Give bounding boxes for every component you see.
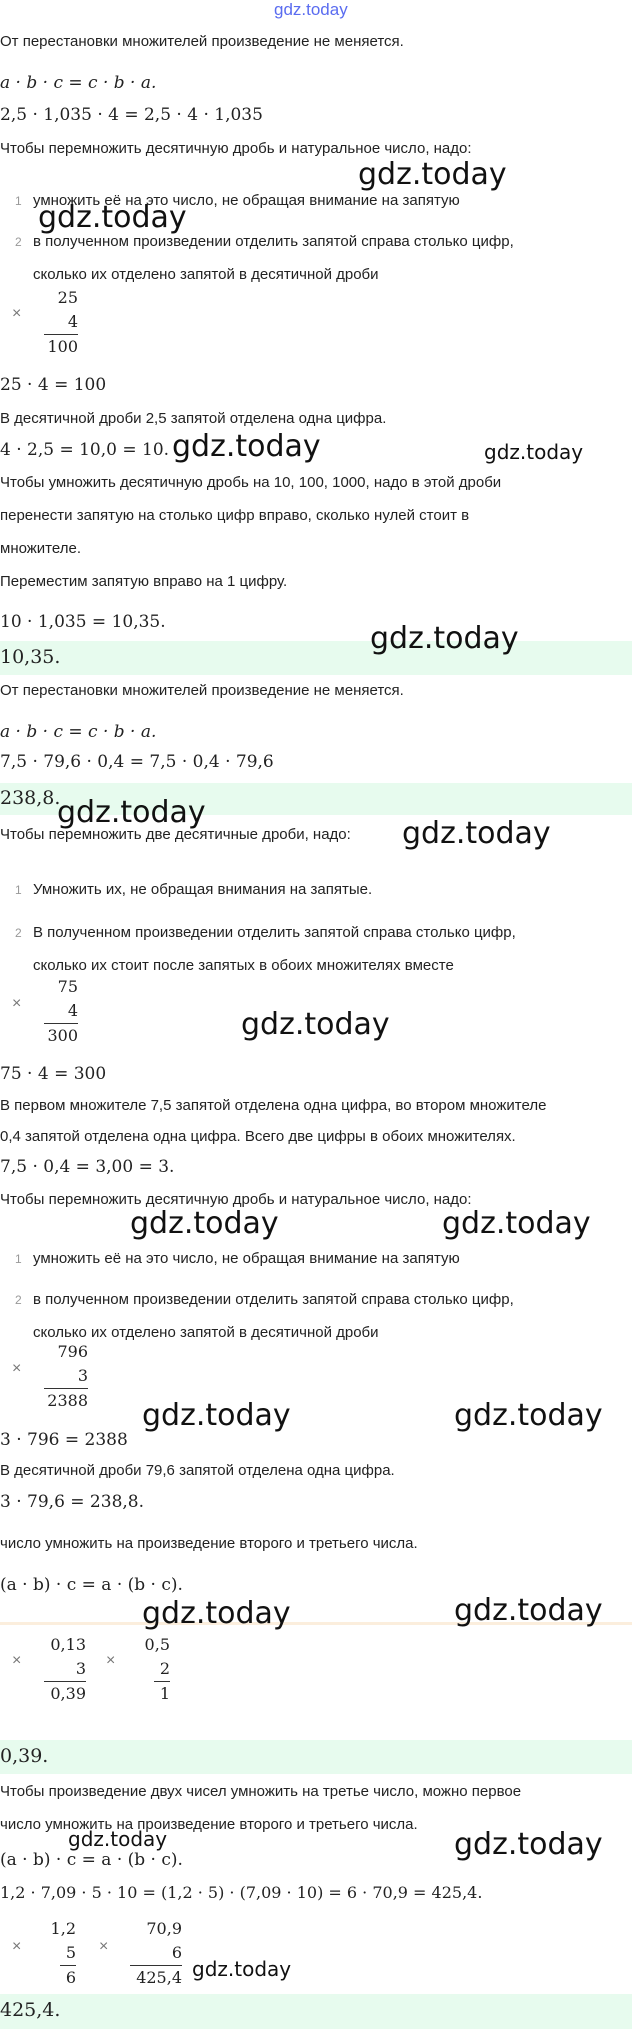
s2-answer: 238,8. xyxy=(0,787,61,809)
s1-col-sign: × xyxy=(12,305,22,322)
s3-step1-number: 1 xyxy=(15,883,22,897)
s3-step2-cont: сколько их стоит после запятых в обоих множителях вместе xyxy=(33,957,454,974)
s3-step2-text: В полученном произведении отделить запятой справа столько цифр, xyxy=(33,924,516,941)
s1-rule10-l3: множителе. xyxy=(0,540,81,557)
s5-col1-sign: × xyxy=(12,1652,22,1669)
s6-column-mult-2 xyxy=(128,1919,182,1991)
s5-column-mult-1 xyxy=(40,1635,86,1707)
s5-col1-res: 0,39 xyxy=(50,1684,86,1703)
s3-col-b: 4 xyxy=(67,1001,78,1020)
s6-l1: Чтобы произведение двух чисел умножить на третье число, можно первое xyxy=(0,1783,522,1800)
watermark: gdz.today xyxy=(358,157,507,192)
s3-eq2: 7,5 · 0,4 = 3,00 = 3. xyxy=(0,1157,175,1177)
s1-intro: Чтобы перемножить десятичную дробь и натуральное число, надо: xyxy=(0,140,472,157)
s2-example: 7,5 · 79,6 · 0,4 = 7,5 · 0,4 · 79,6 xyxy=(0,752,274,772)
s1-shift: Переместим запятую вправо на 1 цифру. xyxy=(0,573,288,590)
s3-col-a: 75 xyxy=(57,977,78,996)
watermark: gdz.today xyxy=(442,1206,591,1241)
s6-col2-res: 425,4 xyxy=(136,1968,182,1987)
s4-eq2: 3 · 79,6 = 238,8. xyxy=(0,1492,145,1512)
s1-col-a: 25 xyxy=(57,288,78,307)
watermark: gdz.today xyxy=(130,1206,279,1241)
s1-eq1: 25 · 4 = 100 xyxy=(0,375,107,395)
watermark: gdz.today xyxy=(142,1398,291,1433)
s6-col2-sign: × xyxy=(99,1938,109,1955)
s4-eq1: 3 · 796 = 2388 xyxy=(0,1430,128,1450)
header-watermark: gdz.today xyxy=(274,0,348,19)
s1-formula: a · b · c = c · b · a. xyxy=(0,73,157,93)
s1-answer: 10,35. xyxy=(0,646,61,668)
s3-eq1: 75 · 4 = 300 xyxy=(0,1064,107,1084)
watermark: gdz.today xyxy=(57,795,206,830)
s5-col1-a: 0,13 xyxy=(50,1635,86,1654)
s3-step1-text: Умножить их, не обращая внимания на запятые. xyxy=(33,881,373,898)
watermark: gdz.today xyxy=(241,1007,390,1042)
answer-band-1 xyxy=(0,641,632,675)
s1-step2-cont: сколько их отделено запятой в десятичной дроби xyxy=(33,266,379,283)
s6-answer: 425,4. xyxy=(0,1999,61,2021)
watermark: gdz.today xyxy=(454,1398,603,1433)
s5-column-mult-2 xyxy=(132,1635,170,1707)
s2-rule: От перестановки множителей произведение не меняется. xyxy=(0,682,404,699)
s6-col1-b: 5 xyxy=(65,1943,76,1962)
s4-step2-cont: сколько их отделено запятой в десятичной дроби xyxy=(33,1324,379,1341)
s4-intro: Чтобы перемножить десятичную дробь и натуральное число, надо: xyxy=(0,1191,472,1208)
s4-col-a: 796 xyxy=(57,1342,88,1361)
s5-col1-b: 3 xyxy=(75,1659,86,1678)
s4-col-b: 3 xyxy=(77,1366,88,1385)
s1-column-mult xyxy=(40,288,78,360)
watermark: gdz.today xyxy=(370,621,519,656)
s3-col-sign: × xyxy=(12,995,22,1012)
s2-formula: a · b · c = c · b · a. xyxy=(0,722,157,742)
watermark: gdz.today xyxy=(454,1827,603,1862)
s4-step1-text: умножить её на это число, не обращая внимание на запятую xyxy=(33,1250,460,1267)
s5-col2-b: 2 xyxy=(159,1659,170,1678)
s4-col-sign: × xyxy=(12,1360,22,1377)
s5-col2-a: 0,5 xyxy=(144,1635,170,1654)
watermark: gdz.today xyxy=(172,429,321,464)
s1-col-b: 4 xyxy=(67,312,78,331)
watermark: gdz.today xyxy=(454,1593,603,1628)
s5-col2-sign: × xyxy=(106,1652,116,1669)
watermark: gdz.today xyxy=(192,1957,292,1981)
s6-l2: число умножить на произведение второго и третьего числа. xyxy=(0,1816,418,1833)
watermark: gdz.today xyxy=(68,1827,168,1851)
s5-text: число умножить на произведение второго и третьего числа. xyxy=(0,1535,418,1552)
watermark: gdz.today xyxy=(38,200,187,235)
s4-step2-text: в полученном произведении отделить запятой справа столько цифр, xyxy=(33,1291,514,1308)
s6-col2-a: 70,9 xyxy=(146,1919,182,1938)
s3-column-mult xyxy=(40,977,78,1049)
s5-formula: (a · b) · c = a · (b · c). xyxy=(0,1575,183,1595)
s4-column-mult xyxy=(40,1342,88,1414)
s6-col1-res: 6 xyxy=(65,1968,76,1987)
s4-col-res: 2388 xyxy=(47,1391,88,1410)
s6-col1-a: 1,2 xyxy=(50,1919,76,1938)
s4-note: В десятичной дроби 79,6 запятой отделена одна цифра. xyxy=(0,1462,395,1479)
s5-answer: 0,39. xyxy=(0,1745,49,1767)
s1-step1-text: умножить её на это число, не обращая внимание на запятую xyxy=(33,192,460,209)
s4-step1-number: 1 xyxy=(15,1252,22,1266)
watermark: gdz.today xyxy=(484,440,584,464)
s6-col2-b: 6 xyxy=(171,1943,182,1962)
s6-column-mult-1 xyxy=(40,1919,76,1991)
s1-rule: От перестановки множителей произведение не меняется. xyxy=(0,33,404,50)
s1-step2-number: 2 xyxy=(15,235,22,249)
s1-eq2: 4 · 2,5 = 10,0 = 10. xyxy=(0,440,170,460)
s3-note-l2: 0,4 запятой отделена одна цифра. Всего две цифры в обоих множителях. xyxy=(0,1128,516,1145)
answer-band-3 xyxy=(0,1740,632,1774)
s3-step2-number: 2 xyxy=(15,926,22,940)
s1-example: 2,5 · 1,035 · 4 = 2,5 · 4 · 1,035 xyxy=(0,105,263,125)
s4-step2-number: 2 xyxy=(15,1293,22,1307)
s1-rule10-l1: Чтобы умножить десятичную дробь на 10, 100, 1000, надо в этой дроби xyxy=(0,474,502,491)
s1-col-res: 100 xyxy=(47,337,78,356)
s5-col2-res: 1 xyxy=(159,1684,170,1703)
s6-formula: (a · b) · c = a · (b · c). xyxy=(0,1850,183,1870)
watermark: gdz.today xyxy=(142,1596,291,1631)
s1-step1-number: 1 xyxy=(15,194,22,208)
s6-col1-sign: × xyxy=(12,1938,22,1955)
s3-col-res: 300 xyxy=(47,1026,78,1045)
s3-note-l1: В первом множителе 7,5 запятой отделена одна цифра, во втором множителе xyxy=(0,1097,547,1114)
s1-rule10-l2: перенести запятую на столько цифр вправо, сколько нулей стоит в xyxy=(0,507,470,524)
s1-eq3: 10 · 1,035 = 10,35. xyxy=(0,612,166,632)
s1-note: В десятичной дроби 2,5 запятой отделена одна цифра. xyxy=(0,410,387,427)
s1-step2-text: в полученном произведении отделить запятой справа столько цифр, xyxy=(33,233,514,250)
answer-band-4 xyxy=(0,1994,632,2029)
watermark: gdz.today xyxy=(402,816,551,851)
s6-calc: 1,2 · 7,09 · 5 · 10 = (1,2 · 5) · (7,09 · 10) = 6 · 70,9 = 425,4. xyxy=(0,1883,483,1902)
s3-intro: Чтобы перемножить две десятичные дроби, надо: xyxy=(0,826,351,843)
